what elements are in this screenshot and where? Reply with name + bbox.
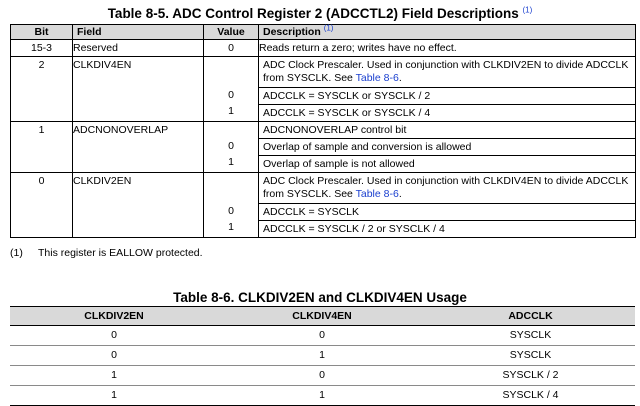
table-cell: SYSCLK / 2: [426, 366, 635, 386]
table-header-row: [11, 25, 636, 40]
option-description: ADCCLK = SYSCLK / 2 or SYSCLK / 4: [259, 220, 635, 237]
table-cell: 1: [10, 366, 218, 386]
header-bit: Bit: [11, 25, 73, 40]
bit-cell: 0: [38, 175, 45, 187]
table-cell: SYSCLK: [426, 326, 635, 346]
table-cell: 0: [10, 346, 218, 366]
field-cell: CLKDIV4EN: [73, 59, 132, 71]
header-adcclk: ADCCLK: [426, 307, 635, 326]
table-8-6-link[interactable]: Table 8-6: [355, 188, 399, 200]
header-description: [259, 25, 636, 40]
description-text-2: [263, 188, 635, 201]
footnote: [10, 246, 203, 260]
value-cell: 1: [228, 221, 234, 233]
table-row: [10, 326, 635, 346]
header-clkdiv4en: CLKDIV4EN: [218, 307, 426, 326]
table-8-5-title: [0, 5, 640, 23]
table-row: [11, 40, 636, 57]
table-cell: 1: [10, 386, 218, 406]
table-cell: SYSCLK: [426, 346, 635, 366]
description-text: ADCNONOVERLAP control bit: [263, 124, 407, 136]
header-value: Value: [204, 25, 259, 40]
value-cell: 0: [228, 89, 234, 101]
footnote-text: This register is EALLOW protected.: [38, 247, 203, 259]
table-8-5-title-text: Table 8-5. ADC Control Register 2 (ADCCTL2) Field Descriptions: [107, 6, 519, 21]
table-row: [10, 346, 635, 366]
value-cell: 0: [228, 140, 234, 152]
description-text-prefix: from SYSCLK. See: [263, 72, 356, 84]
value-cell: 0: [228, 205, 234, 217]
description-text-suffix: .: [398, 72, 402, 84]
option-description: Overlap of sample is not allowed: [259, 155, 635, 172]
table-cell: SYSCLK / 4: [426, 386, 635, 406]
header-description-text: Description: [263, 26, 321, 38]
clkdiv-usage-table: [10, 306, 635, 406]
option-description: ADCCLK = SYSCLK or SYSCLK / 2: [259, 87, 635, 104]
bit-cell: 1: [38, 124, 45, 136]
description-text: ADC Clock Prescaler. Used in conjunction with CLKDIV2EN to divide ADCCLK: [263, 59, 629, 71]
table-header-row: [10, 307, 635, 326]
option-description: Overlap of sample and conversion is allowed: [259, 138, 635, 155]
bit-cell: 2: [38, 59, 45, 71]
table-row: [10, 366, 635, 386]
description-text: ADC Clock Prescaler. Used in conjunction with CLKDIV4EN to divide ADCCLK: [263, 175, 629, 187]
header-field: Field: [73, 25, 204, 40]
description-text-2: [263, 72, 635, 85]
value-cell: 0: [228, 42, 234, 54]
field-cell: CLKDIV2EN: [73, 175, 132, 187]
table-cell: 0: [218, 326, 426, 346]
table-cell: 1: [218, 346, 426, 366]
table-8-6-title: Table 8-6. CLKDIV2EN and CLKDIV4EN Usage: [173, 290, 467, 305]
title-footnote-ref[interactable]: (1): [522, 5, 533, 15]
description-text-prefix: from SYSCLK. See: [263, 188, 356, 200]
bit-cell: 15-3: [30, 42, 52, 54]
option-description: ADCCLK = SYSCLK or SYSCLK / 4: [259, 104, 635, 121]
option-description: ADCCLK = SYSCLK: [259, 203, 635, 220]
table-row: [11, 122, 636, 173]
table-row: [11, 173, 636, 238]
description-footnote-ref[interactable]: (1): [323, 23, 334, 33]
description-text-suffix: .: [398, 188, 402, 200]
table-cell: 1: [218, 386, 426, 406]
description-cell: Reads return a zero; writes have no effect.: [259, 42, 457, 54]
table-cell: 0: [10, 326, 218, 346]
header-clkdiv2en: CLKDIV2EN: [10, 307, 218, 326]
adcctl2-field-table: [10, 24, 636, 238]
table-8-6-link[interactable]: Table 8-6: [355, 72, 399, 84]
field-cell: Reserved: [73, 42, 118, 54]
value-cell: 1: [228, 105, 234, 117]
footnote-number: (1): [10, 247, 23, 259]
table-row: [11, 57, 636, 122]
field-cell: ADCNONOVERLAP: [73, 124, 169, 136]
table-cell: 0: [218, 366, 426, 386]
value-cell: 1: [228, 156, 234, 168]
